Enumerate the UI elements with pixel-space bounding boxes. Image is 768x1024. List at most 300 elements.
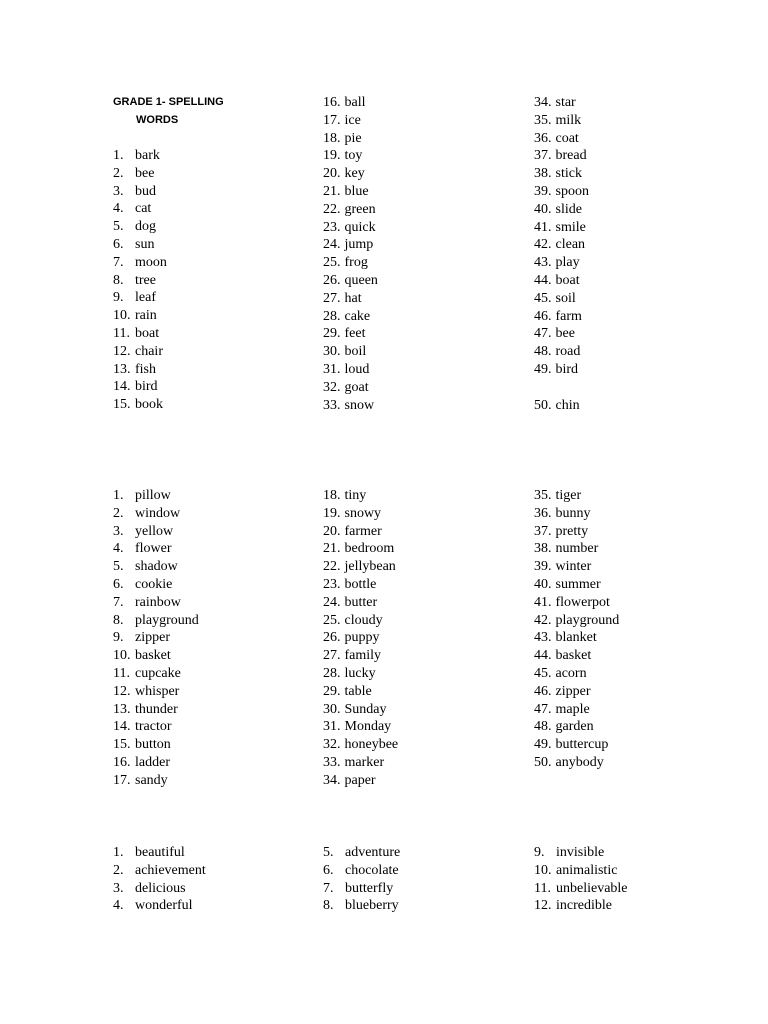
- item-number: 37.: [534, 148, 552, 164]
- item-number: 12.: [113, 683, 131, 699]
- page-title-line2: WORDS: [136, 113, 179, 126]
- spelling-word: play: [555, 255, 580, 271]
- item-number: 6.: [113, 576, 124, 592]
- list-item: [323, 487, 398, 505]
- list-item: [323, 897, 400, 915]
- item-number: 47.: [534, 326, 552, 342]
- item-number: 23.: [323, 219, 341, 235]
- item-number: 14.: [113, 379, 131, 395]
- list-item: [534, 487, 619, 505]
- list-item: [113, 361, 167, 379]
- spelling-word: puppy: [344, 630, 380, 646]
- list-item: [534, 397, 589, 415]
- item-number: 15.: [113, 737, 131, 753]
- spelling-word: blanket: [555, 630, 597, 646]
- spelling-word: honeybee: [344, 737, 399, 753]
- item-number: 18.: [323, 488, 341, 503]
- list-item: [113, 343, 167, 361]
- spelling-word: butter: [344, 594, 378, 610]
- list-item: [113, 254, 167, 272]
- item-number: 36.: [534, 505, 552, 521]
- item-number: 29.: [323, 326, 341, 342]
- item-number: 19.: [323, 148, 341, 164]
- spelling-word: fish: [135, 361, 156, 377]
- spelling-word: buttercup: [555, 737, 609, 753]
- spelling-word: window: [135, 505, 181, 521]
- item-number: 39.: [534, 559, 552, 575]
- section1-column2: [323, 94, 378, 414]
- item-number: 34.: [323, 772, 341, 788]
- section3-column1: [113, 844, 206, 915]
- list-item: [534, 94, 589, 112]
- section2-column3: [534, 487, 619, 772]
- spelling-word: blueberry: [345, 898, 399, 914]
- item-number: 26.: [323, 630, 341, 646]
- list-item: [534, 862, 628, 880]
- item-number: 7.: [113, 254, 124, 270]
- list-item: [113, 236, 167, 254]
- spelling-word: unbelievable: [556, 880, 628, 896]
- spelling-word: bird: [555, 361, 579, 377]
- spelling-word: Monday: [344, 719, 392, 735]
- item-number: 4.: [113, 541, 124, 557]
- spelling-word: bee: [135, 165, 155, 181]
- spelling-word: coat: [555, 130, 579, 146]
- spelling-word: bud: [135, 183, 156, 199]
- item-number: 18.: [323, 130, 341, 146]
- list-item: [323, 325, 378, 343]
- list-item: [323, 361, 378, 379]
- item-number: 13.: [113, 701, 131, 717]
- item-number: 38.: [534, 166, 552, 182]
- spelling-word: playground: [555, 612, 620, 628]
- spelling-word: bedroom: [344, 541, 395, 557]
- list-item: [113, 218, 167, 236]
- item-number: 21.: [323, 541, 341, 557]
- item-number: 50.: [534, 754, 552, 770]
- item-number: 31.: [323, 719, 341, 735]
- list-item: [113, 523, 199, 541]
- list-item: [534, 183, 589, 201]
- item-number: 38.: [534, 541, 552, 557]
- spelling-word: quick: [344, 219, 376, 235]
- spelling-word: chocolate: [345, 862, 399, 878]
- spelling-word: basket: [135, 648, 171, 664]
- spelling-word: clean: [555, 237, 586, 253]
- spelling-word: summer: [555, 576, 601, 592]
- list-item: [323, 183, 378, 201]
- list-item: [113, 683, 199, 701]
- item-number: 10.: [534, 862, 552, 878]
- spelling-word: milk: [555, 112, 582, 128]
- list-item: [323, 754, 398, 772]
- item-number: 11.: [534, 880, 551, 896]
- list-item: [534, 505, 619, 523]
- item-number: 10.: [113, 648, 131, 664]
- item-number: 25.: [323, 612, 341, 628]
- spelling-word: rain: [135, 308, 157, 324]
- item-number: 8.: [113, 272, 124, 288]
- list-item: [323, 772, 398, 790]
- list-item: [113, 718, 199, 736]
- list-item: [113, 487, 199, 505]
- spelling-word: anybody: [555, 754, 604, 770]
- item-number: 17.: [323, 112, 341, 128]
- spelling-word: ice: [344, 112, 361, 128]
- list-item: [323, 112, 378, 130]
- spelling-word: slide: [555, 201, 582, 217]
- item-number: 32.: [323, 737, 341, 753]
- list-item: [534, 647, 619, 665]
- spelling-word: cupcake: [135, 665, 181, 681]
- spelling-word: marker: [344, 754, 385, 770]
- spelling-word: cookie: [135, 576, 173, 592]
- item-number: 13.: [113, 361, 131, 377]
- list-item: [534, 880, 628, 898]
- list-item: [534, 540, 619, 558]
- spelling-word: lucky: [344, 665, 376, 681]
- spelling-word: book: [135, 397, 163, 413]
- spelling-word: adventure: [345, 845, 401, 860]
- list-item: [534, 361, 589, 379]
- section2-column2: [323, 487, 398, 790]
- spelling-word: snow: [344, 397, 375, 413]
- spelling-word: button: [135, 737, 171, 753]
- list-item: [323, 379, 378, 397]
- item-number: 39.: [534, 183, 552, 199]
- item-number: 5.: [113, 559, 124, 575]
- spelling-word: winter: [555, 559, 592, 575]
- list-item: [113, 378, 167, 396]
- item-number: 4.: [113, 898, 124, 914]
- item-number: 20.: [323, 523, 341, 539]
- list-item: [113, 396, 167, 414]
- list-item: [323, 165, 378, 183]
- item-number: 40.: [534, 576, 552, 592]
- list-item: [534, 665, 619, 683]
- item-number: 2.: [113, 505, 124, 521]
- list-item: [113, 289, 167, 307]
- spelling-word: whisper: [135, 683, 180, 699]
- list-item: [534, 629, 619, 647]
- item-number: 5.: [323, 845, 334, 860]
- list-item: [113, 754, 199, 772]
- item-number: 37.: [534, 523, 552, 539]
- list-item: [534, 219, 589, 237]
- spelling-word: tractor: [135, 719, 172, 735]
- list-item: [323, 505, 398, 523]
- list-item: [534, 308, 589, 326]
- list-item: [113, 665, 199, 683]
- list-item: [534, 325, 589, 343]
- spelling-word: wonderful: [135, 898, 193, 914]
- item-number: 11.: [113, 325, 130, 341]
- spelling-word: cloudy: [344, 612, 383, 628]
- list-item: [323, 683, 398, 701]
- spelling-word: thunder: [135, 701, 178, 717]
- item-number: 46.: [534, 683, 552, 699]
- section3-column3: [534, 844, 628, 915]
- spelling-word: flower: [135, 541, 172, 557]
- spelling-word: delicious: [135, 880, 186, 896]
- list-item: [534, 523, 619, 541]
- list-item: [113, 736, 199, 754]
- list-item: [534, 897, 628, 915]
- spelling-word: acorn: [555, 665, 587, 681]
- page-title: [113, 94, 253, 130]
- item-number: 29.: [323, 683, 341, 699]
- list-item: [323, 718, 398, 736]
- list-item: [113, 612, 199, 630]
- spelling-word: key: [344, 166, 365, 182]
- item-number: 2.: [113, 165, 124, 181]
- list-item: [323, 701, 398, 719]
- item-number: 15.: [113, 397, 131, 413]
- spelling-word: butterfly: [345, 880, 394, 896]
- item-number: 48.: [534, 719, 552, 735]
- list-item: [323, 540, 398, 558]
- blank-line: [534, 379, 589, 397]
- list-item: [323, 844, 400, 862]
- list-item: [534, 594, 619, 612]
- list-item: [113, 272, 167, 290]
- spelling-word: hat: [344, 290, 362, 306]
- spelling-word: jump: [344, 237, 374, 253]
- item-number: 1.: [113, 845, 124, 860]
- spelling-word: tree: [135, 272, 156, 288]
- section1-column1: [113, 147, 167, 414]
- list-item: [113, 165, 167, 183]
- spelling-word: shadow: [135, 559, 178, 575]
- list-item: [534, 254, 589, 272]
- item-number: 9.: [113, 290, 124, 306]
- list-item: [323, 130, 378, 148]
- list-item: [323, 594, 398, 612]
- spelling-word: zipper: [135, 630, 170, 646]
- list-item: [534, 736, 619, 754]
- list-item: [113, 147, 167, 165]
- spelling-word: yellow: [135, 523, 174, 539]
- item-number: 33.: [323, 397, 341, 413]
- spelling-word: bee: [555, 326, 575, 342]
- item-number: 30.: [323, 344, 341, 360]
- list-item: [534, 290, 589, 308]
- item-number: 26.: [323, 272, 341, 288]
- list-item: [534, 112, 589, 130]
- spelling-word: snowy: [344, 505, 382, 521]
- item-number: 3.: [113, 880, 124, 896]
- spelling-word: blue: [344, 183, 369, 199]
- item-number: 1.: [113, 488, 124, 503]
- list-item: [534, 201, 589, 219]
- list-item: [323, 219, 378, 237]
- spelling-word: tiger: [555, 488, 582, 503]
- item-number: 50.: [534, 397, 552, 413]
- list-item: [534, 844, 628, 862]
- list-item: [323, 94, 378, 112]
- spelling-word: star: [555, 95, 576, 110]
- spelling-word: pretty: [555, 523, 589, 539]
- item-number: 25.: [323, 255, 341, 271]
- spelling-word: beautiful: [135, 845, 185, 860]
- list-item: [534, 718, 619, 736]
- list-item: [113, 325, 167, 343]
- item-number: 9.: [113, 630, 124, 646]
- item-number: 12.: [113, 343, 131, 359]
- list-item: [323, 201, 378, 219]
- item-number: 41.: [534, 594, 552, 610]
- item-number: 23.: [323, 576, 341, 592]
- item-number: 34.: [534, 95, 552, 110]
- item-number: 24.: [323, 594, 341, 610]
- list-item: [534, 343, 589, 361]
- item-number: 5.: [113, 219, 124, 235]
- list-item: [113, 200, 167, 218]
- item-number: 31.: [323, 361, 341, 377]
- spelling-word: stick: [555, 166, 582, 182]
- spelling-word: rainbow: [135, 594, 181, 610]
- list-item: [534, 272, 589, 290]
- list-item: [323, 665, 398, 683]
- spelling-word: paper: [344, 772, 376, 788]
- list-item: [323, 862, 400, 880]
- spelling-word: chair: [135, 343, 163, 359]
- spelling-word: ball: [344, 95, 366, 110]
- spelling-word: achievement: [135, 862, 206, 878]
- list-item: [323, 523, 398, 541]
- list-item: [323, 629, 398, 647]
- item-number: 42.: [534, 612, 552, 628]
- list-item: [113, 629, 199, 647]
- spelling-word: ladder: [135, 754, 170, 770]
- spelling-word: bark: [135, 148, 160, 163]
- item-number: 16.: [113, 754, 131, 770]
- item-number: 21.: [323, 183, 341, 199]
- item-number: 8.: [323, 898, 334, 914]
- spelling-word: jellybean: [344, 559, 396, 575]
- spelling-word: chin: [555, 397, 580, 413]
- item-number: 35.: [534, 112, 552, 128]
- list-item: [534, 236, 589, 254]
- spelling-word: boat: [135, 325, 160, 341]
- item-number: 47.: [534, 701, 552, 717]
- spelling-word: cake: [344, 308, 371, 324]
- list-item: [323, 397, 378, 415]
- spelling-word: boil: [344, 344, 367, 360]
- spelling-word: spoon: [555, 183, 589, 199]
- section1-column3: [534, 94, 589, 414]
- item-number: 11.: [113, 665, 130, 681]
- item-number: 33.: [323, 754, 341, 770]
- item-number: 3.: [113, 523, 124, 539]
- spelling-word: soil: [555, 290, 576, 306]
- list-item: [113, 540, 199, 558]
- spelling-word: sun: [135, 236, 155, 252]
- item-number: 4.: [113, 201, 124, 217]
- list-item: [323, 290, 378, 308]
- list-item: [113, 772, 199, 790]
- item-number: 6.: [323, 862, 334, 878]
- spelling-word: frog: [344, 255, 368, 271]
- spelling-word: zipper: [555, 683, 591, 699]
- item-number: 43.: [534, 630, 552, 646]
- item-number: 49.: [534, 361, 552, 377]
- spelling-word: queen: [344, 272, 378, 288]
- section3-column2: [323, 844, 400, 915]
- spelling-word: moon: [135, 254, 167, 270]
- spelling-word: maple: [555, 701, 590, 717]
- spelling-word: green: [344, 201, 376, 217]
- item-number: 17.: [113, 772, 131, 788]
- item-number: 28.: [323, 665, 341, 681]
- item-number: 7.: [323, 880, 334, 896]
- item-number: 46.: [534, 308, 552, 324]
- list-item: [113, 844, 206, 862]
- list-item: [323, 236, 378, 254]
- item-number: 35.: [534, 488, 552, 503]
- list-item: [323, 254, 378, 272]
- item-number: 30.: [323, 701, 341, 717]
- section2-column1: [113, 487, 199, 790]
- item-number: 28.: [323, 308, 341, 324]
- item-number: 2.: [113, 862, 124, 878]
- list-item: [113, 897, 206, 915]
- list-item: [113, 594, 199, 612]
- list-item: [113, 880, 206, 898]
- list-item: [534, 683, 619, 701]
- spelling-word: feet: [344, 326, 366, 342]
- item-number: 42.: [534, 237, 552, 253]
- list-item: [323, 736, 398, 754]
- list-item: [113, 183, 167, 201]
- item-number: 44.: [534, 648, 552, 664]
- item-number: 7.: [113, 594, 124, 610]
- item-number: 3.: [113, 183, 124, 199]
- spelling-word: goat: [344, 379, 369, 395]
- spelling-word: bread: [555, 148, 587, 164]
- spelling-word: pillow: [135, 488, 171, 503]
- list-item: [323, 647, 398, 665]
- list-item: [534, 576, 619, 594]
- spelling-word: farm: [555, 308, 582, 324]
- item-number: 20.: [323, 166, 341, 182]
- item-number: 12.: [534, 898, 552, 914]
- list-item: [534, 701, 619, 719]
- page-title-line1: GRADE 1- SPELLING: [113, 96, 224, 108]
- list-item: [113, 505, 199, 523]
- spelling-word: family: [344, 648, 382, 664]
- spelling-word: dog: [135, 219, 156, 235]
- list-item: [323, 612, 398, 630]
- list-item: [113, 558, 199, 576]
- item-number: 45.: [534, 665, 552, 681]
- item-number: 36.: [534, 130, 552, 146]
- item-number: 8.: [113, 612, 124, 628]
- item-number: 14.: [113, 719, 131, 735]
- item-number: 16.: [323, 95, 341, 110]
- spelling-word: basket: [555, 648, 592, 664]
- spelling-word: bunny: [555, 505, 591, 521]
- item-number: 22.: [323, 201, 341, 217]
- spelling-word: playground: [135, 612, 199, 628]
- item-number: 22.: [323, 559, 341, 575]
- item-number: 19.: [323, 505, 341, 521]
- item-number: 41.: [534, 219, 552, 235]
- list-item: [534, 147, 589, 165]
- list-item: [534, 754, 619, 772]
- spelling-word: Sunday: [344, 701, 387, 717]
- list-item: [534, 165, 589, 183]
